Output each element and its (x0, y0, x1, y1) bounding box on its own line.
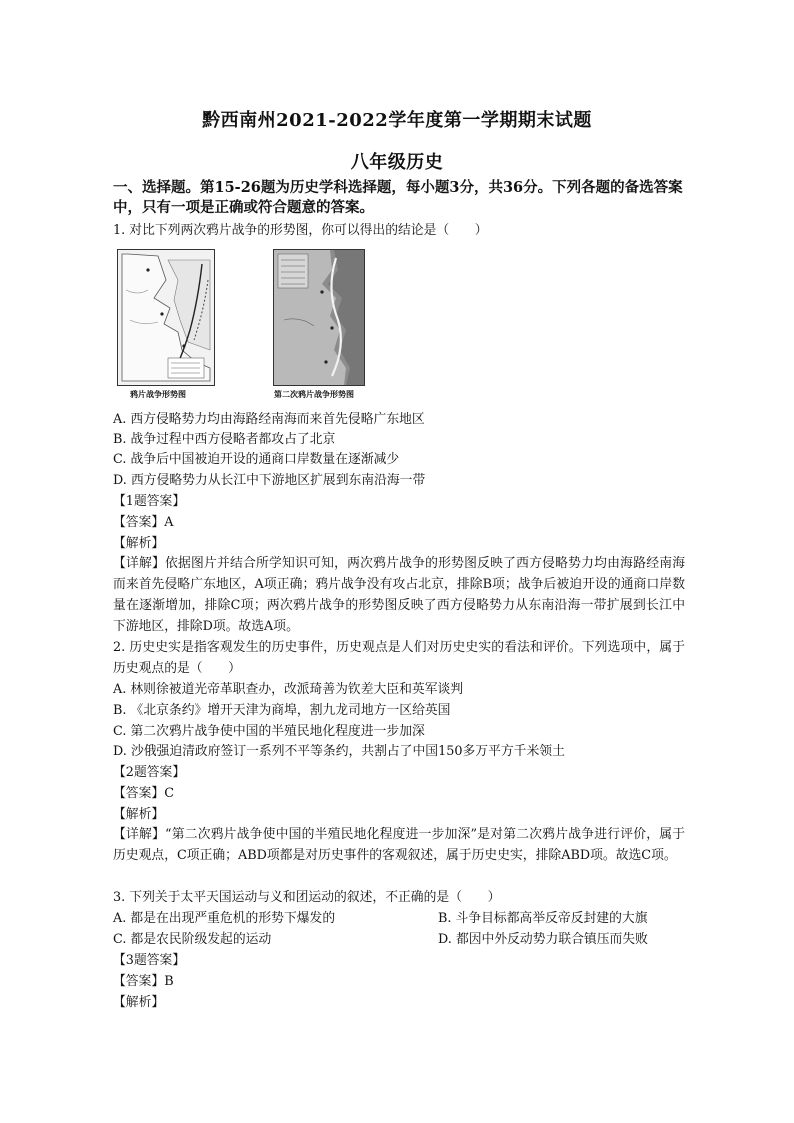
q3-answer-tag: 【3题答案】 (113, 953, 186, 968)
q2-answer: 【答案】C (113, 786, 174, 801)
q2-answer-tag: 【2题答案】 (113, 765, 186, 780)
q1-option-b: B. 战争过程中西方侵略者都攻占了北京 (113, 432, 336, 447)
page-title: 黔西南州2021-2022学年度第一学期期末试题 (202, 110, 592, 131)
page-subtitle: 八年级历史 (350, 152, 444, 173)
q1-detail: 【详解】依据图片并结合所学知识可知，两次鸦片战争的形势图反映了西方侵略势力均由海路经南海而来首先侵略广东地区，A项正确；鸦片战争没有攻占北京，排除B项；战争后被迫开设的通商口岸数量在逐渐增加，排除C项；两次鸦片战争的形势图反映了西方侵略势力从东南沿海一带扩展到长江中下游地区，排除D项。故选A项。 (113, 556, 685, 634)
question-1-stem: 1. 对比下列两次鸦片战争的形势图，你可以得出的结论是（ ） (113, 223, 488, 238)
map-2-caption: 第二次鸦片战争形势图 (274, 389, 354, 399)
q1-answer: 【答案】A (113, 515, 174, 530)
q2-option-b: B. 《北京条约》增开天津为商埠，割九龙司地方一区给英国 (113, 703, 451, 718)
question-2-stem: 2. 历史史实是指客观发生的历史事件，历史观点是人们对历史史实的看法和评价。下列选项中，属于历史观点的是（ ） (113, 640, 685, 676)
second-opium-war-map-image (273, 249, 365, 386)
second-opium-war-map-drawing (274, 250, 364, 385)
q1-analysis-label: 【解析】 (113, 536, 165, 551)
q2-detail: 【详解】“第二次鸦片战争使中国的半殖民地化程度进一步加深”是对第二次鸦片战争进行评价，属于历史观点，C项正确；ABD项都是对历史事件的客观叙述，属于历史史实，排除ABD项。故选C项。 (113, 827, 685, 863)
q2-option-d: D. 沙俄强迫清政府签订一系列不平等条约，共割占了中国150多万平方千米领土 (113, 744, 565, 759)
q3-analysis-label: 【解析】 (113, 995, 165, 1010)
q2-option-c: C. 第二次鸦片战争使中国的半殖民地化程度进一步加深 (113, 724, 425, 739)
section-heading: 一、选择题。第15-26题为历史学科选择题，每小题3分，共36分。下列各题的备选答案中，只有一项是正确或符合题意的答案。 (113, 179, 683, 216)
q3-option-a: A. 都是在出现严重危机的形势下爆发的 (113, 911, 336, 926)
q2-option-a: A. 林则徐被道光帝革职查办，改派琦善为钦差大臣和英军谈判 (113, 682, 464, 697)
q3-answer: 【答案】B (113, 974, 174, 989)
q3-option-b: B. 斗争目标都高举反帝反封建的大旗 (438, 911, 648, 926)
q1-answer-tag: 【1题答案】 (113, 494, 186, 509)
q2-analysis-label: 【解析】 (113, 807, 165, 822)
question-3-stem: 3. 下列关于太平天国运动与义和团运动的叙述，不正确的是（ ） (113, 890, 501, 905)
opium-war-map-image (117, 249, 215, 386)
q1-option-c: C. 战争后中国被迫开设的通商口岸数量在逐渐减少 (113, 452, 400, 467)
q1-option-a: A. 西方侵略势力均由海路经南海而来首先侵略广东地区 (113, 412, 425, 427)
q3-option-d: D. 都因中外反动势力联合镇压而失败 (438, 932, 648, 947)
opium-war-map-drawing (118, 250, 214, 385)
q3-option-c: C. 都是农民阶级发起的运动 (113, 932, 272, 947)
q1-option-d: D. 西方侵略势力从长江中下游地区扩展到东南沿海一带 (113, 473, 426, 488)
map-1-caption: 鸦片战争形势图 (130, 389, 186, 399)
